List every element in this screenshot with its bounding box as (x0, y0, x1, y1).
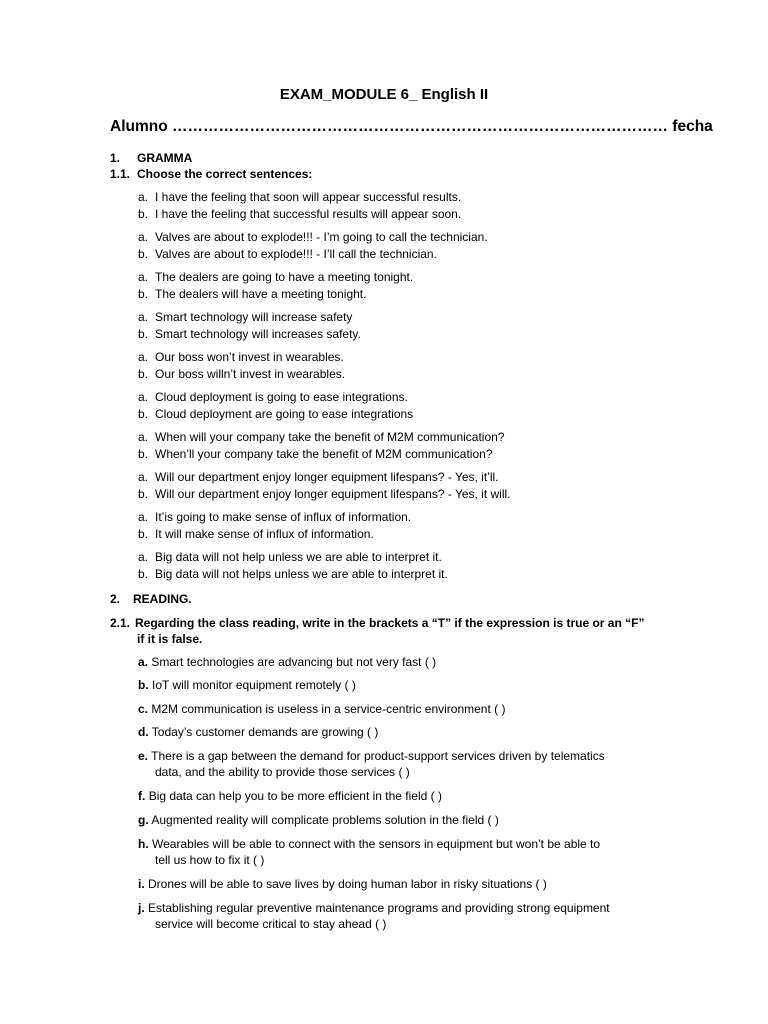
subsection-line-1: Regarding the class reading, write in the brackets a “T” if the expression is true or an “F” (135, 616, 645, 630)
section-number: 1. (110, 151, 121, 165)
grammar-question (138, 429, 505, 463)
section-number: 2. (110, 592, 121, 606)
option-b: b. I have the feeling that successful results will appear soon. (138, 207, 462, 221)
grammar-question (138, 549, 448, 583)
grammar-question (138, 509, 411, 543)
grammar-question (138, 349, 345, 383)
reading-item: e. There is a gap between the demand for product-support services driven by telematics data, and the ability to provide those services ( ) (138, 749, 605, 779)
grammar-question (138, 229, 488, 263)
section-label: GRAMMA (137, 151, 193, 165)
grammar-question (138, 309, 361, 343)
subsection-label: Choose the correct sentences: (137, 167, 313, 181)
section-reading-instructions (110, 615, 670, 647)
reading-item: i. Drones will be able to save lives by doing human labor in risky situations ( ) (138, 877, 547, 891)
student-name-date-line: Alumno …………………………………………………………………………………… fecha (110, 118, 713, 135)
section-reading-heading (110, 592, 192, 606)
option-a: a. I have the feeling that soon will appear successful results. (138, 190, 462, 204)
option-b: b. The dealers will have a meeting tonight. (138, 287, 367, 301)
grammar-question (138, 389, 413, 423)
option-a: a. Cloud deployment is going to ease integrations. (138, 390, 408, 404)
option-b: b. When’ll your company take the benefit of M2M communication? (138, 447, 493, 461)
page-title: EXAM_MODULE 6_ English II (279, 86, 489, 103)
reading-item: c. M2M communication is useless in a service-centric environment ( ) (138, 702, 506, 716)
option-a: a. Will our department enjoy longer equipment lifespans? - Yes, it’ll. (138, 470, 499, 484)
option-a: a. It’is going to make sense of influx of information. (138, 510, 412, 524)
subsection-line-2: if it is false. (137, 632, 203, 646)
option-a: a. Big data will not help unless we are able to interpret it. (138, 550, 442, 564)
option-a: a. When will your company take the benefit of M2M communication? (138, 430, 505, 444)
reading-item: b. IoT will monitor equipment remotely ( ) (138, 678, 356, 692)
option-a: a. Smart technology will increase safety (138, 310, 353, 324)
grammar-question (138, 189, 461, 223)
option-a: a. The dealers are going to have a meeting tonight. (138, 270, 414, 284)
reading-item: f. Big data can help you to be more efficient in the field ( ) (138, 789, 442, 803)
option-b: b. Cloud deployment are going to ease integrations (138, 407, 414, 421)
option-a: a. Valves are about to explode!!! - I’m going to call the technician. (138, 230, 488, 244)
subsection-number: 1.1. (110, 167, 131, 181)
reading-item: j. Establishing regular preventive maintenance programs and providing strong equipment service will become critical to stay ahead ( ) (138, 901, 610, 931)
option-a: a. Our boss won’t invest in wearables. (138, 350, 344, 364)
option-b: b. Big data will not helps unless we are able to interpret it. (138, 567, 448, 581)
option-b: b. It will make sense of influx of information. (138, 527, 374, 541)
reading-item: h. Wearables will be able to connect with the sensors in equipment but won’t be able to tell us how to fix it ( ) (138, 837, 601, 867)
grammar-question (138, 469, 511, 503)
section-grammar-instructions (110, 166, 670, 182)
reading-item: a. Smart technologies are advancing but not very fast ( ) (138, 655, 437, 669)
grammar-question (138, 269, 413, 303)
option-b: b. Will our department enjoy longer equipment lifespans? - Yes, it will. (138, 487, 511, 501)
section-grammar-heading (110, 151, 192, 165)
section-label: READING. (133, 592, 192, 606)
option-b: b. Smart technology will increases safety. (138, 327, 361, 341)
reading-item: g. Augmented reality will complicate problems solution in the field ( ) (138, 813, 499, 827)
option-b: b. Valves are about to explode!!! - I’ll call the technician. (138, 247, 437, 261)
subsection-number: 2.1. (110, 616, 131, 630)
reading-item: d. Today’s customer demands are growing ( ) (138, 725, 379, 739)
option-b: b. Our boss willn’t invest in wearables. (138, 367, 346, 381)
